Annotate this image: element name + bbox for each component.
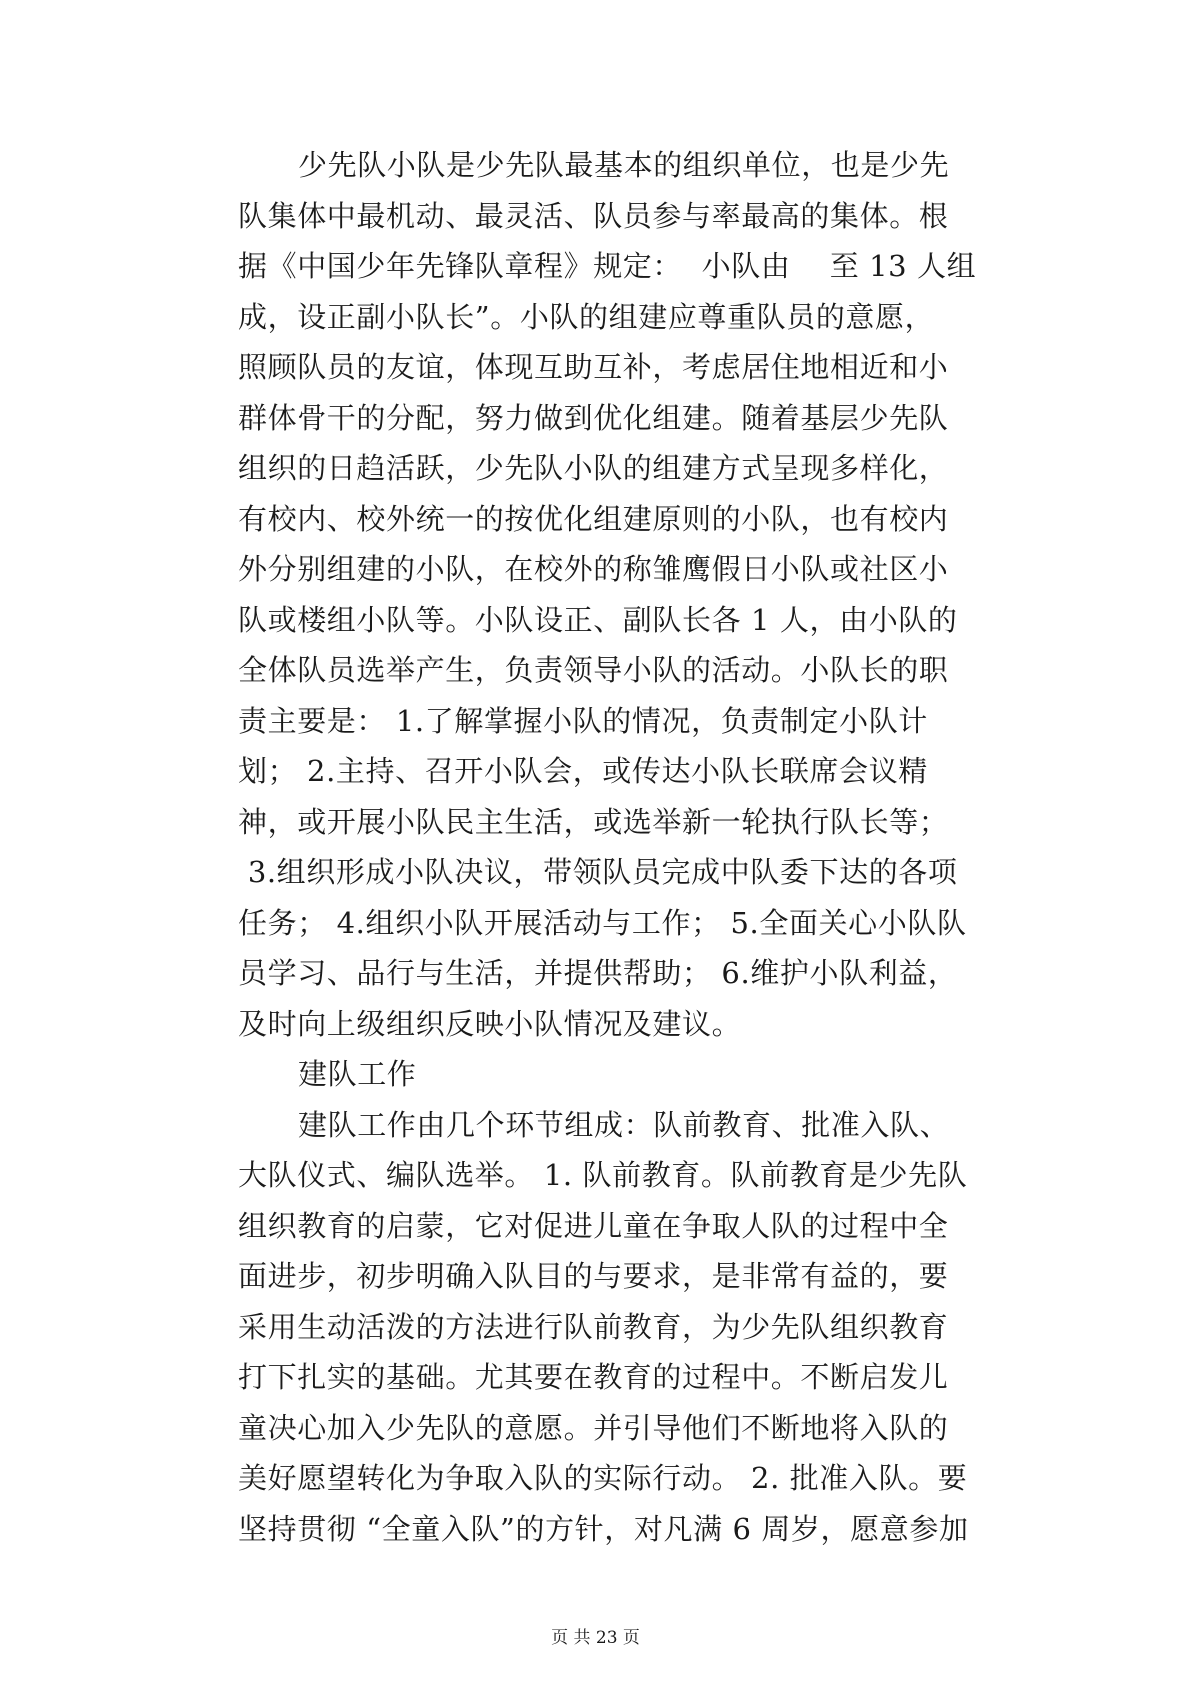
text-line: 3.组织形成小队决议，带领队员完成中队委下达的各项 [238, 855, 958, 889]
text-line: 打下扎实的基础。尤其要在教育的过程中。不断启发儿 [238, 1360, 949, 1394]
text-line: 美好愿望转化为争取入队的实际行动。 2. 批准入队。要 [238, 1461, 968, 1495]
text-line: 队集体中最机动、最灵活、队员参与率最高的集体。根 [238, 198, 949, 233]
document-body [238, 140, 1006, 1554]
text-line: 组织的日趋活跃，少先队小队的组建方式呈现多样化， [238, 451, 949, 485]
text-line: 组织教育的启蒙，它对促进儿童在争取人队的过程中全 [238, 1208, 949, 1243]
section-heading: 建队工作 [298, 1057, 417, 1091]
text-line: 及时向上级组织反映小队情况及建议。 [238, 1006, 742, 1041]
text-line: 坚持贯彻 “全童入队”的方针，对凡满 6 周岁，愿意参加 [238, 1511, 969, 1546]
text-line: 任务； 4.组织小队开展活动与工作； 5.全面关心小队队 [238, 905, 967, 940]
text-line: 童决心加入少先队的意愿。并引导他们不断地将入队的 [238, 1410, 949, 1445]
page-footer: 页 共 23 页 [551, 1628, 640, 1648]
text-line: 有校内、校外统一的按优化组建原则的小队，也有校内 [238, 501, 949, 536]
text-line: 少先队小队是少先队最基本的组织单位，也是少先 [298, 148, 950, 182]
text-line: 面进步，初步明确入队目的与要求，是非常有益的，要 [238, 1259, 949, 1293]
text-line: 队或楼组小队等。小队设正、副队长各 1 人，由小队的 [238, 602, 958, 637]
text-line: 据《中国少年先锋队章程》规定： 小队由 至 13 人组 [238, 249, 977, 283]
text-line: 全体队员选举产生，负责领导小队的活动。小队长的职 [238, 653, 949, 687]
text-line: 采用生动活泼的方法进行队前教育，为少先队组织教育 [238, 1309, 949, 1344]
text-line: 群体骨干的分配，努力做到优化组建。随着基层少先队 [238, 400, 949, 435]
text-line: 成，设正副小队长”。小队的组建应尊重队员的意愿， [238, 299, 935, 334]
text-line: 照顾队员的友谊，体现互助互补，考虑居住地相近和小 [238, 350, 949, 384]
text-line: 责主要是： 1.了解掌握小队的情况，负责制定小队计 [238, 703, 928, 738]
text-line: 建队工作由几个环节组成：队前教育、批准入队、 [298, 1107, 950, 1142]
text-line: 划； 2.主持、召开小队会，或传达小队长联席会议精 [238, 754, 928, 788]
text-line: 神，或开展小队民主生活，或选举新一轮执行队长等； [238, 804, 949, 839]
text-line: 大队仪式、编队选举。 1. 队前教育。队前教育是少先队 [238, 1158, 968, 1192]
paragraph-1 [238, 140, 1006, 1049]
text-line: 员学习、品行与生活，并提供帮助； 6.维护小队利益， [238, 956, 958, 990]
paragraph-2 [238, 1100, 1006, 1555]
text-line: 外分别组建的小队，在校外的称雏鹰假日小队或社区小 [238, 552, 949, 586]
